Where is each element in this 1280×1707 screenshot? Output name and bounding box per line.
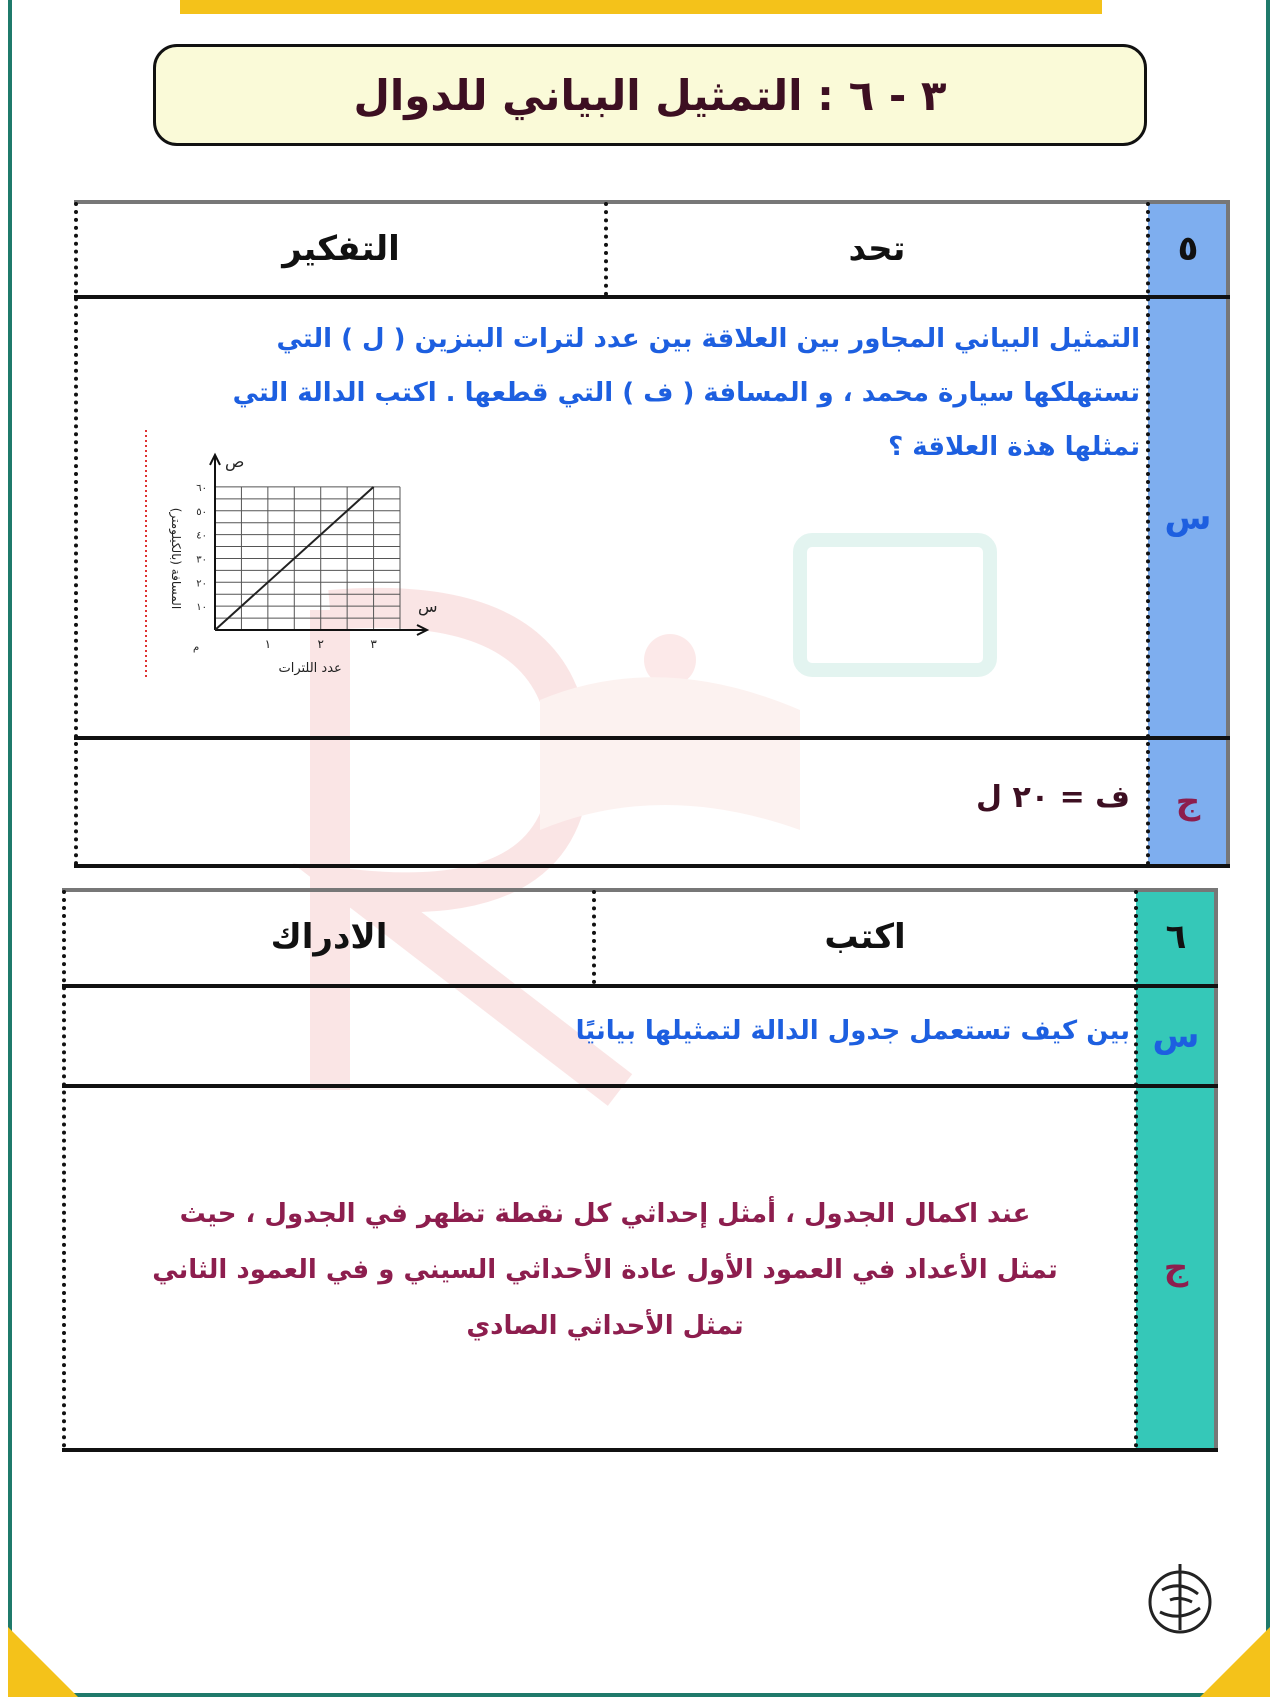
section5-question-line-1: التمثيل البياني المجاور بين العلاقة بين عدد لترات البنزين ( ل ) التي: [276, 324, 1140, 354]
section6-answer-line-3: تمثل الأحداثي الصادي: [466, 1311, 744, 1341]
lesson-title: ٣ - ٦ : التمثيل البياني للدوال: [353, 70, 947, 120]
section5-header-right-cell: [608, 202, 1146, 296]
section5-a-label-cell: [1150, 740, 1226, 864]
section5-question-line-2: تستهلكها سيارة محمد ، و المسافة ( ف ) التي قطعها . اكتب الدالة التي: [232, 378, 1140, 408]
section6-question: بين كيف تستعمل جدول الدالة لتمثيلها بيانيًا: [575, 1016, 1130, 1046]
section5-header-challenge: تحد: [848, 229, 906, 269]
section6-header-right-cell: [596, 890, 1134, 984]
section5-a-label: ج: [1175, 782, 1201, 822]
section5-q-label-cell: [1150, 300, 1226, 736]
section6-answer-line-1: عند اكمال الجدول ، أمثل إحداثي كل نقطة تظهر في الجدول ، حيث: [179, 1199, 1031, 1229]
section6-a-label-cell: [1138, 1088, 1214, 1448]
section6-bottom-border: [62, 1448, 1218, 1452]
liters-distance-graph: [140, 430, 460, 680]
section5-question-divider: [74, 736, 1230, 740]
section6-answer-line-2: تمثل الأعداد في العمود الأول عادة الأحداثي السيني و في العمود الثاني: [152, 1255, 1058, 1285]
y-tick-label: ٣٠: [196, 554, 207, 566]
section6-a-label: ج: [1163, 1248, 1189, 1288]
section5-header-left-cell: [78, 202, 604, 296]
section5-number: ٥: [1177, 229, 1199, 269]
section6-question-divider: [62, 1084, 1218, 1088]
section5-q-label: س: [1164, 498, 1212, 538]
section5-left-border: [74, 202, 78, 866]
section5-header-thinking: التفكير: [282, 229, 400, 269]
y-tick-label: ٥٠: [196, 506, 207, 518]
y-axis-symbol: ص: [225, 451, 245, 471]
section6-side-edge: [1214, 890, 1218, 1450]
section6-q-label-cell: [1138, 988, 1214, 1084]
y-tick-label: ١٠: [196, 602, 207, 614]
x-tick-label: ٣: [370, 637, 377, 651]
y-axis-label: المسافة (بالكيلومتر): [169, 507, 183, 610]
section6-header-write: اكتب: [824, 917, 906, 957]
section6-header-left-cell: [66, 890, 592, 984]
corner-decoration-left: [8, 1627, 78, 1697]
section5-question-line-3: تمثلها هذة العلاقة ؟: [888, 432, 1140, 462]
lesson-title-box: [153, 44, 1147, 146]
y-tick-label: ٤٠: [196, 530, 207, 542]
section5-side-edge: [1226, 200, 1230, 868]
x-tick-label: ١: [264, 637, 272, 651]
section6-number: ٦: [1165, 917, 1187, 957]
top-accent-bar: [180, 0, 1102, 14]
section5-bottom-border: [74, 864, 1230, 868]
y-tick-label: ٢٠: [196, 578, 207, 590]
section6-number-cell: [1138, 890, 1214, 984]
signature-stamp: [1140, 1560, 1220, 1640]
section6-q-label: س: [1152, 1016, 1200, 1056]
y-tick-label: ٦٠: [196, 482, 207, 494]
section6-header-divider: [62, 984, 1218, 988]
origin-label: م: [193, 642, 200, 653]
section6-answer: [80, 1186, 1130, 1354]
section5-answer: ف = ٢٠ ل: [976, 780, 1130, 815]
section6-header-awareness: الادراك: [270, 917, 388, 957]
x-tick-label: ٢: [317, 637, 324, 651]
section5-number-cell: [1150, 202, 1226, 296]
x-axis-label: عدد اللترات: [278, 661, 342, 676]
x-axis-symbol: س: [418, 597, 438, 616]
